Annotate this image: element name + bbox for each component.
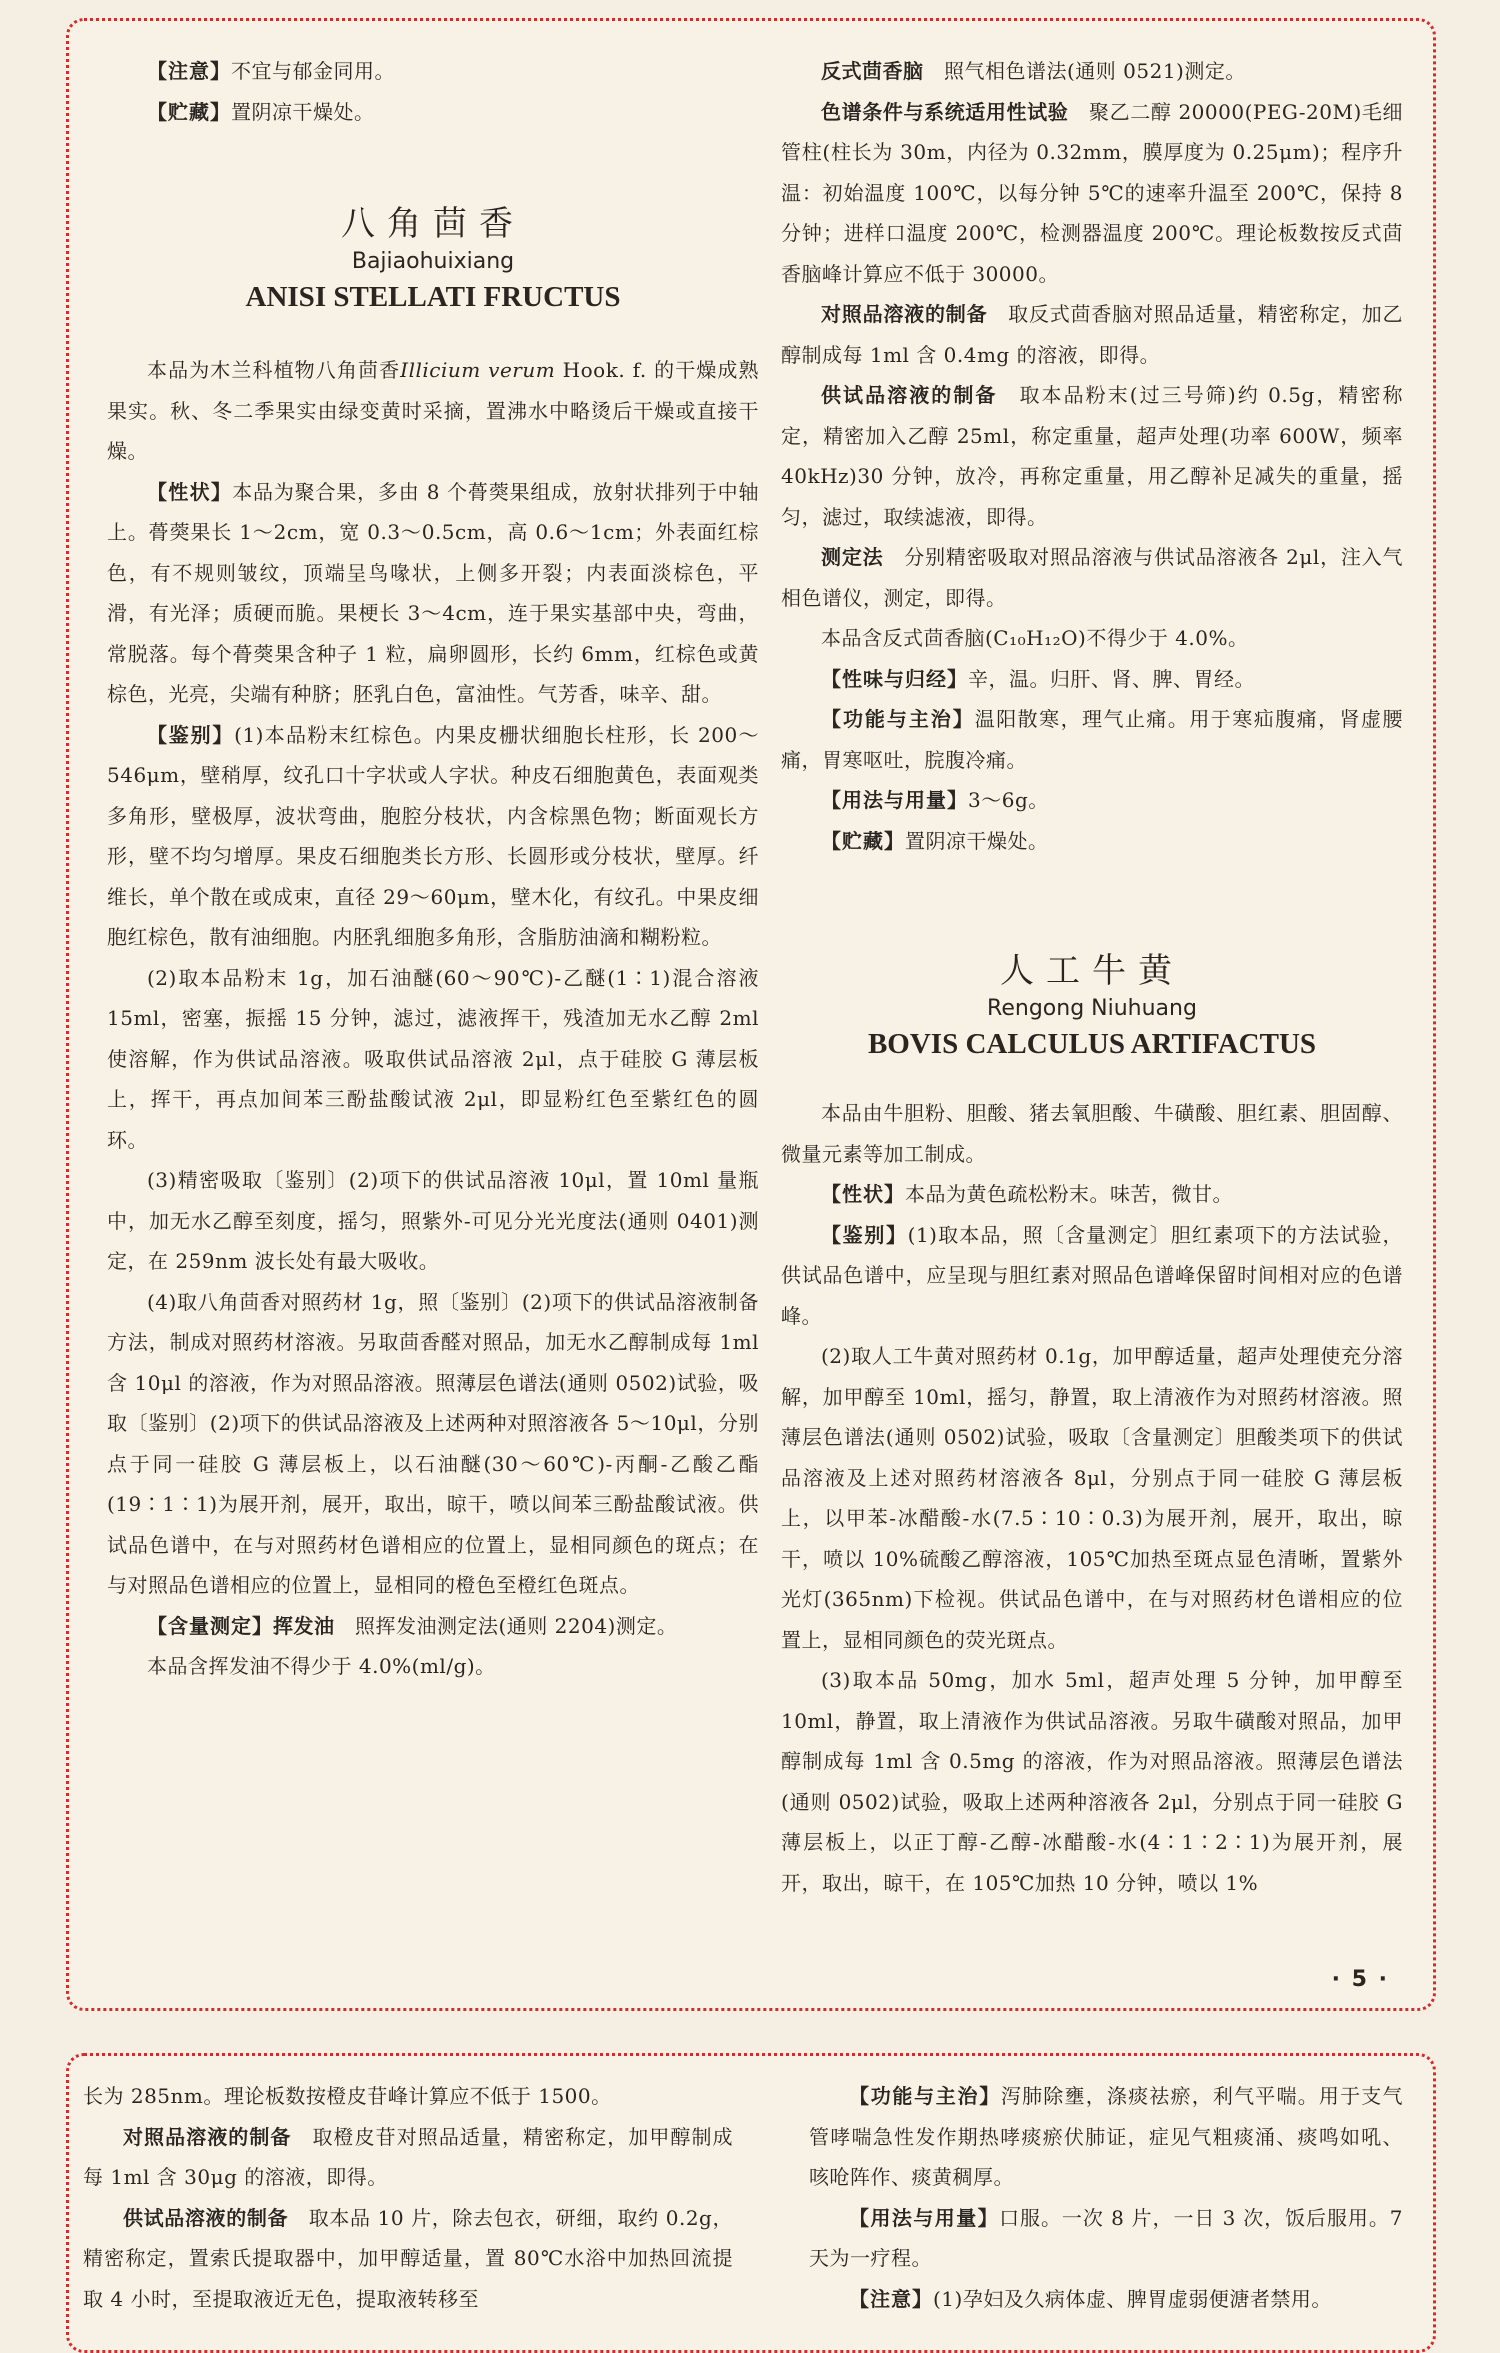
assay-section — [107, 1606, 759, 1647]
title-latin: ANISI STELLATI FRUCTUS — [245, 281, 621, 313]
source-paragraph: 本品为木兰科植物八角茴香Illicium verum Hook. f. 的干燥成熟果实。秋、冬二季果实由绿变黄时采摘，置沸水中略烫后干燥或直接干燥。 — [107, 358, 760, 463]
monograph-title — [781, 949, 1403, 1063]
subsection-label: 对照品溶液的制备 — [821, 302, 988, 326]
identification-paragraph: (2)取人工牛黄对照药材 0.1g，加甲醇适量，超声处理使充分溶解，加甲醇至 10ml，摇匀，静置，取上清液作为对照药材溶液。照薄层色谱法(通则 0502)试验，吸取〔含量测定〕胆酸类项下的供试品溶液及上述对照药材溶液各 8μl，分别点于同一硅胶 G 薄层板上，以甲苯-冰醋酸-水(7.5∶10∶0.3)为展开剂，展开，取出，晾干，喷以 10%硫酸乙醇溶液，105℃加热至斑点显色清晰，置紫外光灯(365nm)下检视。供试品色谱中，在与对照药材色谱相应的位置上，显相同颜色的荧光斑点。 — [781, 1344, 1403, 1652]
section-label: 【鉴别】 — [147, 722, 235, 747]
section-label: 【用法与用量】 — [821, 788, 968, 812]
section-text: 不宜与郁金同用。 — [231, 59, 395, 83]
monograph-title — [107, 202, 759, 316]
method-paragraph: 测定法 分别精密吸取对照品溶液与供试品溶液各 2μl，注入气相色谱仪，测定，即得。 — [781, 545, 1404, 610]
storage-section — [107, 92, 759, 133]
species-name: Illicium verum — [400, 358, 556, 382]
identification-section — [107, 715, 759, 958]
test-solution-paragraph: 供试品溶液的制备 取本品 10 片，除去包衣，研细，取约 0.2g，精密称定，置索氏提取器中，加甲醇适量，置 80℃水浴中加热回流提取 4 小时，至提取液近无色，提取液转移至 — [83, 2205, 733, 2311]
section-label: 【注意】 — [849, 2286, 933, 2311]
reference-solution-paragraph: 对照品溶液的制备 取反式茴香脑对照品适量，精密称定，加乙醇制成每 1ml 含 0.4mg 的溶液，即得。 — [781, 302, 1404, 367]
left-column — [83, 2076, 733, 2319]
identification-paragraph: (3)取本品 50mg，加水 5ml，超声处理 5 分钟，加甲醇至 10ml，静置，取上清液作为供试品溶液。另取牛磺酸对照品，加甲醇制成每 1ml 含 0.5mg 的溶液，作为对照品溶液。照薄层色谱法(通则 0502)试验，吸取上述两种溶液各 2μl，分别点于同一硅胶 G 薄层板上，以正丁醇-乙醇-冰醋酸-水(4∶1∶2∶1)为展开剂，展开，取出，晾干，在 105℃加热 10 分钟，喷以 1% — [781, 1668, 1403, 1895]
subsection-label: 色谱条件与系统适用性试验 — [821, 99, 1069, 124]
section-label: 【贮藏】 — [821, 828, 905, 853]
section-text: 置阴凉干燥处。 — [231, 99, 375, 124]
identification-paragraph: (4)取八角茴香对照药材 1g，照〔鉴别〕(2)项下的供试品溶液制备方法，制成对照药材溶液。另取茴香醛对照品，加无水乙醇制成每 1ml 含 10μl 的溶液，作为对照品溶液。照薄层色谱法(通则 0502)试验，吸取〔鉴别〕(2)项下的供试品溶液及上述两种对照溶液各 5～10μl，分别点于同一硅胶 G 薄层板上，以石油醚(30～60℃)-丙酮-乙酸乙酯(19∶1∶1)为展开剂，展开，取出，晾干，喷以间苯三酚盐酸试液。供试品色谱中，在与对照药材色谱相应的位置上，显相同颜色的斑点；在与对照品色谱相应的位置上，显相同的橙色至橙红色斑点。 — [107, 1289, 759, 1597]
identification-section: 【鉴别】(1)取本品，照〔含量测定〕胆红素项下的方法试验，供试品色谱中，应呈现与胆红素对照品色谱峰保留时间相对应的色谱峰。 — [781, 1222, 1403, 1328]
subsection-label: 对照品溶液的制备 — [123, 2124, 292, 2149]
section-text: (1)本品粉末红棕色。内果皮栅状细胞长柱形，长 200～546μm，壁稍厚，纹孔口十字状或人字状。种皮石细胞黄色，表面观类多角形，壁极厚，波状弯曲，胞腔分枝状，内含棕黑色物；断面观长方形，壁不均匀增厚。果皮石细胞类长方形、长圆形或分枝状，壁厚。纤维长，单个散在或成束，直径 29～60μm，壁木化，有纹孔。中果皮细胞红棕色，散有油细胞。内胚乳细胞多角形，含脂肪油滴和糊粉粒。 — [107, 722, 759, 949]
anethole-paragraph: 反式茴香脑 照气相色谱法(通则 0521)测定。 — [821, 59, 1246, 83]
subsection-label: 测定法 — [821, 545, 884, 569]
section-label: 【含量测定】 — [147, 1613, 273, 1638]
storage-section: 【贮藏】置阴凉干燥处。 — [821, 828, 1049, 853]
assay-limit: 本品含挥发油不得少于 4.0%(ml/g)。 — [147, 1654, 496, 1678]
source-paragraph: 本品由牛胆粉、胆酸、猪去氧胆酸、牛磺酸、胆红素、胆固醇、微量元素等加工制成。 — [781, 1101, 1403, 1166]
page-5 — [66, 18, 1436, 2011]
section-label: 【功能与主治】 — [821, 707, 975, 731]
right-column — [809, 2076, 1403, 2319]
identification-paragraph: (3)精密吸取〔鉴别〕(2)项下的供试品溶液 10μl，置 10ml 量瓶中，加无水乙醇至刻度，摇匀，照紫外-可见分光光度法(通则 0401)测定，在 259nm 波长处有最大吸收。 — [107, 1168, 759, 1273]
subsection-label: 反式茴香脑 — [821, 59, 924, 83]
title-pinyin: Rengong Niuhuang — [987, 996, 1197, 1021]
dosage-section: 【用法与用量】3～6g。 — [821, 788, 1049, 812]
chromatography-paragraph: 色谱条件与系统适用性试验 聚乙二醇 20000(PEG-20M)毛细管柱(柱长为 30m，内径为 0.32mm，膜厚度为 0.25μm)；程序升温：初始温度 100℃，以每分钟 5℃的速率升温至 200℃，保持 8 分钟；进样口温度 200℃，检测器温度 200℃。理论板数按反式茴香脑峰计算应不低于 30000。 — [781, 99, 1404, 286]
page-number: · 5 · — [1331, 1967, 1389, 1992]
text-paragraph: 长为 285nm。理论板数按橙皮苷峰计算应不低于 1500。 — [83, 2084, 612, 2108]
content-paragraph: 本品含反式茴香脑(C₁₀H₁₂O)不得少于 4.0%。 — [821, 626, 1249, 650]
subsection-label: 挥发油 — [273, 1613, 335, 1638]
section-label: 【鉴别】 — [821, 1222, 908, 1247]
nature-section: 【性味与归经】辛，温。归肝、肾、脾、胃经。 — [821, 666, 1255, 691]
section-text: 本品为聚合果，多由 8 个蓇葖果组成，放射状排列于中轴上。蓇葖果长 1～2cm，宽 0.3～0.5cm，高 0.6～1cm；外表面红棕色，有不规则皱纹，顶端呈鸟喙状，上侧多开裂；内表面淡棕色，平滑，有光泽；质硬而脆。果梗长 3～4cm，连于果实基部中央，弯曲，常脱落。每个蓇葖果含种子 1 粒，扁卵圆形，长约 6mm，红棕色或黄棕色，光亮，尖端有种脐；胚乳白色，富油性。气芳香，味辛、甜。 — [107, 479, 759, 706]
section-text: 照挥发油测定法(通则 2204)测定。 — [355, 1613, 678, 1638]
right-column — [781, 51, 1403, 1903]
section-label: 【贮藏】 — [147, 99, 231, 124]
section-label: 【用法与用量】 — [849, 2205, 1000, 2230]
dosage-section: 【用法与用量】口服。一次 8 片，一日 3 次，饭后服用。7 天为一疗程。 — [809, 2205, 1404, 2270]
description-section: 【性状】本品为黄色疏松粉末。味苦，微甘。 — [821, 1182, 1233, 1206]
page-6-partial — [66, 2053, 1436, 2353]
caution-section: 【注意】(1)孕妇及久病体虚、脾胃虚弱便溏者禁用。 — [849, 2286, 1332, 2311]
description-section — [107, 472, 759, 715]
subsection-label: 供试品溶液的制备 — [123, 2205, 289, 2230]
caution-section — [107, 51, 759, 92]
reference-solution-paragraph: 对照品溶液的制备 取橙皮苷对照品适量，精密称定，加甲醇制成每 1ml 含 30μg 的溶液，即得。 — [83, 2124, 734, 2189]
title-chinese: 八角茴香 — [341, 204, 525, 244]
section-label: 【功能与主治】 — [849, 2084, 1001, 2108]
section-label: 【注意】 — [147, 59, 231, 83]
function-section: 【功能与主治】温阳散寒，理气止痛。用于寒疝腹痛，肾虚腰痛，胃寒呕吐，脘腹冷痛。 — [781, 707, 1404, 772]
section-label: 【性味与归经】 — [821, 666, 968, 691]
section-label: 【性状】 — [147, 479, 233, 504]
title-pinyin: Bajiaohuixiang — [351, 249, 515, 274]
section-label: 【性状】 — [821, 1182, 905, 1206]
title-latin: BOVIS CALCULUS ARTIFACTUS — [867, 1028, 1317, 1060]
subsection-label: 供试品溶液的制备 — [821, 383, 998, 407]
test-solution-paragraph: 供试品溶液的制备 取本品粉末(过三号筛)约 0.5g，精密称定，精密加入乙醇 25ml，称定重量，超声处理(功率 600W，频率 40kHz)30 分钟，放冷，再称定重量，用乙醇补足减失的重量，摇匀，滤过，取续滤液，即得。 — [781, 383, 1404, 529]
title-chinese: 人工牛黄 — [1000, 951, 1184, 991]
left-column — [107, 51, 759, 1687]
function-section: 【功能与主治】泻肺除壅，涤痰祛瘀，利气平喘。用于支气管哮喘急性发作期热哮痰瘀伏肺证，症见气粗痰涌、痰鸣如吼、咳呛阵作、痰黄稠厚。 — [809, 2084, 1404, 2189]
identification-paragraph: (2)取本品粉末 1g，加石油醚(60～90℃)-乙醚(1∶1)混合溶液 15ml，密塞，振摇 15 分钟，滤过，滤液挥干，残渣加无水乙醇 2ml 使溶解，作为供试品溶液。吸取供试品溶液 2μl，点于硅胶 G 薄层板上，挥干，再点加间苯三酚盐酸试液 2μl，即显粉红色至紫红色的圆环。 — [107, 965, 759, 1152]
